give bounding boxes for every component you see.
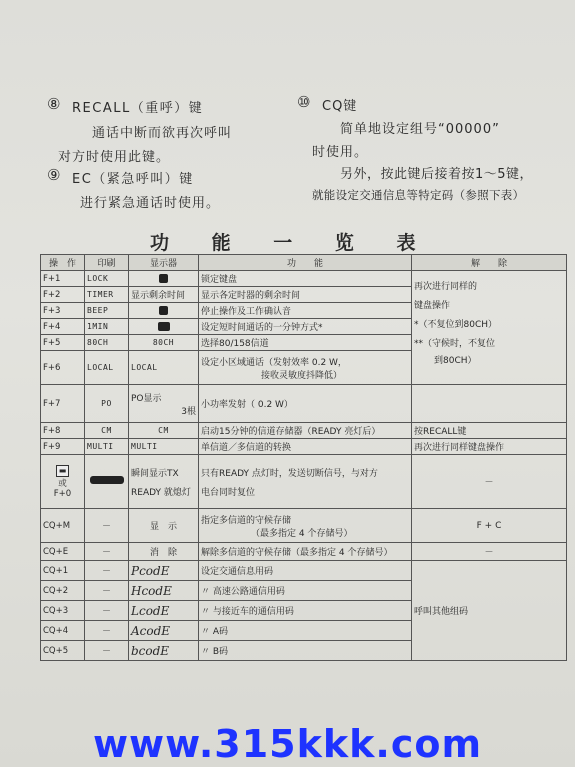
display-cell: 80CH [129,335,199,351]
function-cell: 显示各定时器的剩余时间 [199,287,412,303]
display-cell: LOCAL [129,351,199,385]
release-cell: － [412,543,567,561]
item10-desc-3: 另外，按此键后接着按1～5键， [340,167,534,182]
function-cell: 停止操作及工作确认音 [199,303,412,319]
op-cell: CQ+M [41,509,85,543]
release-text: **（守候时，不复位 [414,339,496,349]
op-cell: CQ+1 [41,561,85,581]
function-cell: 〃 高速公路通信用码 [199,581,412,601]
function-cell: 选择80/158信道 [199,335,412,351]
print-cell: BEEP [85,303,129,319]
item9-desc: 进行紧急通话时使用。 [80,196,221,211]
item8-title: RECALL（重呼）键 [72,101,204,116]
display-cell [129,385,199,423]
col-header-operation: 操 作 [41,255,85,271]
print-cell: MULTI [85,439,129,455]
op-cell: F+9 [41,439,85,455]
print-cell: － [85,509,129,543]
print-cell: TIMER [85,287,129,303]
print-cell: － [85,601,129,621]
item10-number: ⑩ [297,93,311,111]
print-cell: － [85,561,129,581]
function-cell: 〃 A码 [199,621,412,641]
table-row [41,543,567,561]
function-cell: 小功率发射（ 0.2 W） [199,385,412,423]
table-row [41,271,567,287]
display-text: PO显示 [131,393,162,404]
print-cell: PO [85,385,129,423]
print-cell: － [85,621,129,641]
function-text: （最多指定 4 个存储号） [251,528,353,539]
function-table [40,254,567,661]
table-row [41,423,567,439]
print-cell [85,455,129,509]
ec-key-icon: ▬ [43,465,82,477]
display-text: 3根 [181,406,196,417]
display-cell: bcodE [129,641,199,661]
display-cell [129,303,199,319]
op-text: F+0 [53,488,72,499]
item8-number: ⑧ [47,95,61,113]
display-cell: 消 除 [129,543,199,561]
print-cell: 1MIN [85,319,129,335]
function-cell [199,455,412,509]
item9-number: ⑨ [47,166,61,184]
function-text: 只有READY 点灯时，发送切断信号，与对方 [201,468,378,479]
print-cell: LOCAL [85,351,129,385]
item9-title: EC（紧急呼叫）键 [72,172,194,187]
op-cell: CQ+5 [41,641,85,661]
function-text: 设定小区域通话（发射效率 0.2 W， [201,357,347,368]
item10-desc-2: 时使用。 [312,145,369,160]
table-row [41,385,567,423]
display-cell: 显 示 [129,509,199,543]
display-cell [129,271,199,287]
release-cell: － [412,455,567,509]
print-cell: － [85,641,129,661]
col-header-function: 功 能 [199,255,412,271]
function-cell [199,351,412,385]
function-text: 接收灵敏度抖降低） [261,370,343,381]
op-cell: CQ+2 [41,581,85,601]
release-cell: 按RECALL键 [412,423,567,439]
function-cell: 启动15分钟的信道存储器（READY 亮灯后） [199,423,412,439]
release-text: 键盘操作 [414,301,451,311]
item8-desc-2: 对方时使用此键。 [58,150,171,165]
op-cell: F+2 [41,287,85,303]
display-cell: AcodE [129,621,199,641]
op-cell: CQ+E [41,543,85,561]
op-cell: F+1 [41,271,85,287]
op-cell: CQ+4 [41,621,85,641]
beep-display-icon [159,306,168,315]
op-cell: F+4 [41,319,85,335]
one-minute-display-icon [158,322,170,331]
release-cell: 呼叫其他组码 [412,561,567,661]
op-or-text: 或 [58,478,67,489]
function-cell [199,509,412,543]
item8-desc-1: 通话中断而欲再次呼叫 [92,126,233,141]
op-cell: F+7 [41,385,85,423]
release-cell-repeat [412,271,567,385]
release-cell-empty [412,385,567,423]
function-cell: 〃 与接近车的通信用码 [199,601,412,621]
display-cell: LcodE [129,601,199,621]
display-cell: PcodE [129,561,199,581]
table-row [41,439,567,455]
table-row [41,509,567,543]
display-cell: MULTI [129,439,199,455]
display-text: READY 就熄灯 [131,487,191,498]
print-cell: 80CH [85,335,129,351]
release-text: 再次进行同样的 [414,282,478,292]
function-cell: 〃 B码 [199,641,412,661]
release-text: 到80CH） [434,356,477,366]
release-cell: 再次进行同样键盘操作 [412,439,567,455]
op-cell: F+3 [41,303,85,319]
print-cell: － [85,543,129,561]
print-cell: － [85,581,129,601]
col-header-display: 显示器 [129,255,199,271]
item10-title: CQ键 [322,99,358,114]
release-text: *（不复位到80CH） [414,320,498,330]
display-cell: 显示剩余时间 [129,287,199,303]
display-cell: CM [129,423,199,439]
col-header-release: 解 除 [412,255,567,271]
display-text: 瞬间显示TX [131,468,179,479]
table-row [41,561,567,581]
op-cell: CQ+3 [41,601,85,621]
op-cell: F+6 [41,351,85,385]
function-text: 指定多信道的守候存储 [201,515,292,526]
display-cell: HcodE [129,581,199,601]
function-text: 电台同时复位 [201,487,256,498]
item10-desc-4: 就能设定交通信息等特定码（参照下表） [312,188,525,202]
display-cell [129,455,199,509]
table-header-row [41,255,567,271]
function-cell: 锁定键盘 [199,271,412,287]
display-cell [129,319,199,335]
lock-display-icon [159,274,168,283]
function-cell: 单信道／多信道的转换 [199,439,412,455]
release-cell: F + C [412,509,567,543]
watermark-text: www.315kkk.com [92,722,483,766]
table-title: 功 能 一 览 表 [150,232,434,254]
op-cell: F+8 [41,423,85,439]
print-cell: CM [85,423,129,439]
col-header-print: 印刷 [85,255,129,271]
op-cell: F+5 [41,335,85,351]
op-cell [41,455,85,509]
table-row [41,455,567,509]
ec-print-icon [90,476,124,484]
function-cell: 解除多信道的守候存储（最多指定 4 个存储号） [199,543,412,561]
print-cell: LOCK [85,271,129,287]
function-cell: 设定交通信息用码 [199,561,412,581]
function-cell: 设定短时间通话的一分钟方式* [199,319,412,335]
item10-desc-1: 简单地设定组号“00000” [340,122,500,137]
